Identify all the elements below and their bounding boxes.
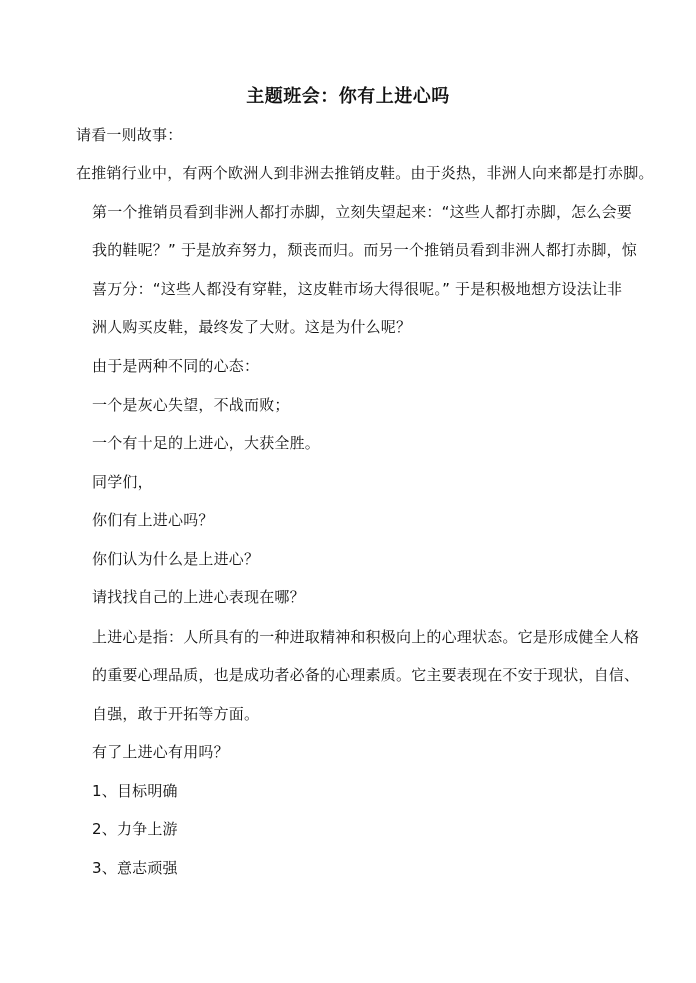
list-item: 1、目标明确 — [92, 782, 178, 800]
question-line: 有了上进心有用吗？ — [92, 743, 229, 761]
definition-line: 自强，敢于开拓等方面。 — [92, 705, 260, 723]
question-line: 你们有上进心吗？ — [92, 511, 214, 529]
story-line: 第一个推销员看到非洲人都打赤脚，立刻失望起来：“这些人都打赤脚，怎么会要 — [92, 203, 632, 221]
mindset-line: 一个是灰心失望，不战而败； — [92, 396, 290, 414]
reason-line: 由于是两种不同的心态： — [92, 357, 260, 375]
story-line: 在推销行业中，有两个欧洲人到非洲去推销皮鞋。由于炎热，非洲人向来都是打赤脚。 — [76, 164, 654, 182]
question-line: 你们认为什么是上进心？ — [92, 550, 260, 568]
story-line: 喜万分：“这些人都没有穿鞋，这皮鞋市场大得很呢。” 于是积极地想方设法让非 — [92, 280, 623, 298]
greeting-line: 同学们， — [92, 473, 153, 491]
definition-line: 上进心是指：人所具有的一种进取精神和积极向上的心理状态。它是形成健全人格 — [92, 628, 640, 646]
question-line: 请找找自己的上进心表现在哪？ — [92, 588, 305, 606]
mindset-line: 一个有十足的上进心，大获全胜。 — [92, 434, 321, 452]
document-title: 主题班会：你有上进心吗 — [246, 86, 450, 107]
definition-line: 的重要心理品质，也是成功者必备的心理素质。它主要表现在不安于现状，自信、 — [92, 666, 640, 684]
story-line: 我的鞋呢？” 于是放弃努力，颓丧而归。而另一个推销员看到非洲人都打赤脚，惊 — [92, 241, 637, 259]
list-item: 3、意志顽强 — [92, 859, 178, 877]
story-line: 洲人购买皮鞋，最终发了大财。这是为什么呢？ — [92, 318, 412, 336]
list-item: 2、力争上游 — [92, 820, 178, 838]
intro-line: 请看一则故事： — [76, 126, 183, 144]
